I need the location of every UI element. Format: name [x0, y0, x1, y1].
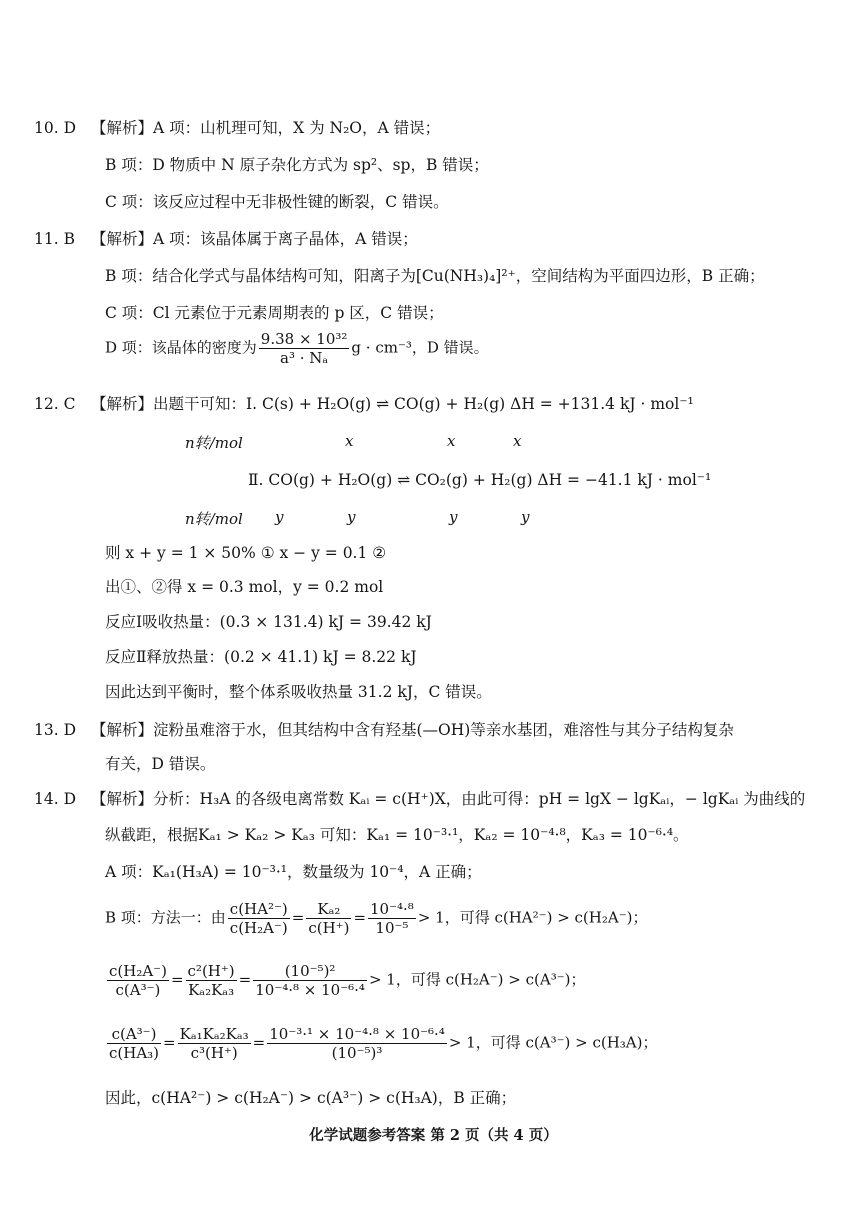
- q14-number: 14. D: [34, 790, 77, 808]
- q12-equation-2: Ⅱ. CO(g) + H₂O(g) ⇌ CO₂(g) + H₂(g) ΔH = −41.1 kJ · mol⁻¹: [248, 471, 712, 489]
- q14-m1-frac-1-den: c(H₂A⁻): [229, 919, 288, 937]
- q14-m1-frac-3: [368, 900, 416, 937]
- q14-m3-frac-3-num: 10⁻³·¹ × 10⁻⁴·⁸ × 10⁻⁶·⁴: [269, 1025, 445, 1043]
- q10-number: 10. D: [34, 119, 77, 137]
- q14-m3-frac-3-den: (10⁻⁵)³: [331, 1044, 383, 1062]
- q12-row1-val-3: x: [513, 432, 522, 450]
- q14-method-3: [105, 1025, 658, 1062]
- q14-m3-frac-2-den: c³(H⁺): [190, 1044, 238, 1062]
- equals-sign: =: [238, 970, 252, 989]
- q14-m1-frac-3-num: 10⁻⁴·⁸: [370, 900, 414, 918]
- q14-m1-frac-3-den: 10⁻⁵: [375, 919, 409, 937]
- q12-row1-label: n转/mol: [185, 434, 243, 452]
- q14-m1-frac-1: [228, 900, 290, 937]
- q13-line-b: 有关，D 错误。: [105, 755, 216, 773]
- q11-density-numerator: 9.38 × 10³²: [260, 330, 348, 348]
- q10-line-c: C 项：该反应过程中无非极性键的断裂，C 错误。: [105, 193, 449, 211]
- q12-line-3: 反应Ⅰ吸收热量：(0.3 × 131.4) kJ = 39.42 kJ: [105, 613, 432, 631]
- q12-row2-val-1: y: [275, 508, 284, 526]
- q14-line-a: 【解析】分析：H₃A 的各级电离常数 Kₐᵢ = c(H⁺)X，由此可得：pH = lgX − lgKₐᵢ，− lgKₐᵢ 为曲线的: [91, 790, 806, 808]
- q12-line-1: 则 x + y = 1 × 50% ① x − y = 0.1 ②: [105, 544, 387, 562]
- q14-m2-frac-3-den: 10⁻⁴·⁸ × 10⁻⁶·⁴: [255, 981, 365, 999]
- q12-number: 12. C: [34, 395, 76, 413]
- q11-line-c: C 项：Cl 元素位于元素周期表的 p 区，C 错误；: [105, 304, 444, 322]
- q12-row2-label: n转/mol: [185, 510, 243, 528]
- q14-method-2: [105, 962, 586, 999]
- q14-m3-frac-2-num: Kₐ₁Kₐ₂Kₐ₃: [179, 1025, 249, 1043]
- q10-line-b: B 项：D 物质中 N 原子杂化方式为 sp²、sp，B 错误；: [105, 156, 489, 174]
- q14-m1-frac-2-num: Kₐ₂: [306, 900, 351, 919]
- q14-m2-frac-3: [253, 962, 367, 999]
- q14-m2-frac-3-num: (10⁻⁵)²: [253, 962, 367, 981]
- q14-line-b: 纵截距，根据Kₐ₁ > Kₐ₂ > Kₐ₃ 可知：Kₐ₁ = 10⁻³·¹，Kₐ₂ = 10⁻⁴·⁸，Kₐ₃ = 10⁻⁶·⁴。: [105, 826, 689, 844]
- equals-sign: =: [353, 908, 367, 927]
- q11-line-d: [105, 330, 489, 367]
- q14-m1-frac-2: [306, 900, 351, 937]
- q12-line-5: 因此达到平衡时，整个体系吸收热量 31.2 kJ，C 错误。: [105, 683, 492, 701]
- q14-m3-frac-1: [107, 1025, 161, 1062]
- q13-number: 13. D: [34, 721, 77, 739]
- q12-row2-val-4: y: [521, 508, 530, 526]
- q11-line-a: 【解析】A 项：该晶体属于离子晶体，A 错误；: [91, 230, 418, 248]
- q14-m1-prefix: B 项：方法一：由: [105, 908, 226, 927]
- q14-m2-frac-2-den: Kₐ₂Kₐ₃: [188, 981, 235, 999]
- q14-m2-frac-1: [107, 962, 169, 999]
- page-footer: 化学试题参考答案 第 2 页（共 4 页）: [309, 1127, 558, 1144]
- q12-row2-val-2: y: [347, 508, 356, 526]
- q14-m3-suffix: > 1，可得 c(A³⁻) > c(H₃A)；: [448, 1033, 658, 1052]
- q14-line-c: A 项：Kₐ₁(H₃A) = 10⁻³·¹，数量级为 10⁻⁴，A 正确；: [105, 863, 482, 881]
- q14-m2-frac-1-den: c(A³⁻): [115, 981, 161, 999]
- q14-line-d: 因此，c(HA²⁻) > c(H₂A⁻) > c(A³⁻) > c(H₃A)，B 正确；: [105, 1089, 517, 1107]
- q11-density-fraction: [259, 330, 350, 367]
- q14-m3-frac-1-num: c(A³⁻): [107, 1025, 161, 1044]
- q14-m2-frac-2-num: c²(H⁺): [187, 962, 235, 980]
- equals-sign: =: [170, 970, 184, 989]
- equals-sign: =: [252, 1033, 266, 1052]
- q12-intro: 【解析】出题干可知：Ⅰ. C(s) + H₂O(g) ⇌ CO(g) + H₂(g) ΔH = +131.4 kJ · mol⁻¹: [91, 395, 694, 413]
- q12-line-4: 反应Ⅱ释放热量：(0.2 × 41.1) kJ = 8.22 kJ: [105, 648, 417, 666]
- q11-density-denominator: a³ · Nₐ: [280, 349, 329, 367]
- q11-d-prefix: D 项：该晶体的密度为: [105, 338, 257, 357]
- q13-line-a: 【解析】淀粉虽难溶于水，但其结构中含有羟基(—OH)等亲水基团，难溶性与其分子结构复杂: [91, 721, 734, 739]
- q14-m1-suffix: > 1，可得 c(HA²⁻) > c(H₂A⁻)；: [417, 908, 648, 927]
- q12-line-2: 出①、②得 x = 0.3 mol，y = 0.2 mol: [105, 578, 384, 596]
- q14-m1-frac-2-den: c(H⁺): [308, 919, 350, 937]
- q10-line-a: 【解析】A 项：山机理可知，X 为 N₂O，A 错误；: [91, 119, 441, 137]
- q12-row1-val-1: x: [345, 432, 354, 450]
- q14-m3-frac-1-den: c(HA₃): [109, 1044, 160, 1062]
- equals-sign: =: [163, 1033, 176, 1052]
- q11-line-b: B 项：结合化学式与晶体结构可知，阳离子为[Cu(NH₃)₄]²⁺，空间结构为平面四边形，B 正确；: [105, 267, 765, 285]
- equals-sign: =: [291, 908, 305, 927]
- q14-m1-frac-1-num: c(HA²⁻): [229, 900, 288, 918]
- q11-d-suffix: g · cm⁻³，D 错误。: [351, 338, 489, 357]
- q14-m3-frac-2: [178, 1025, 251, 1062]
- q14-method-1: [105, 900, 647, 937]
- q14-m3-frac-3: [267, 1025, 447, 1062]
- q11-number: 11. B: [34, 230, 75, 248]
- q14-m2-frac-2: [186, 962, 237, 999]
- q12-row1-val-2: x: [447, 432, 456, 450]
- q14-m2-frac-1-num: c(H₂A⁻): [109, 962, 167, 980]
- q12-row2-val-3: y: [449, 508, 458, 526]
- q14-m2-suffix: > 1，可得 c(H₂A⁻) > c(A³⁻)；: [368, 970, 586, 989]
